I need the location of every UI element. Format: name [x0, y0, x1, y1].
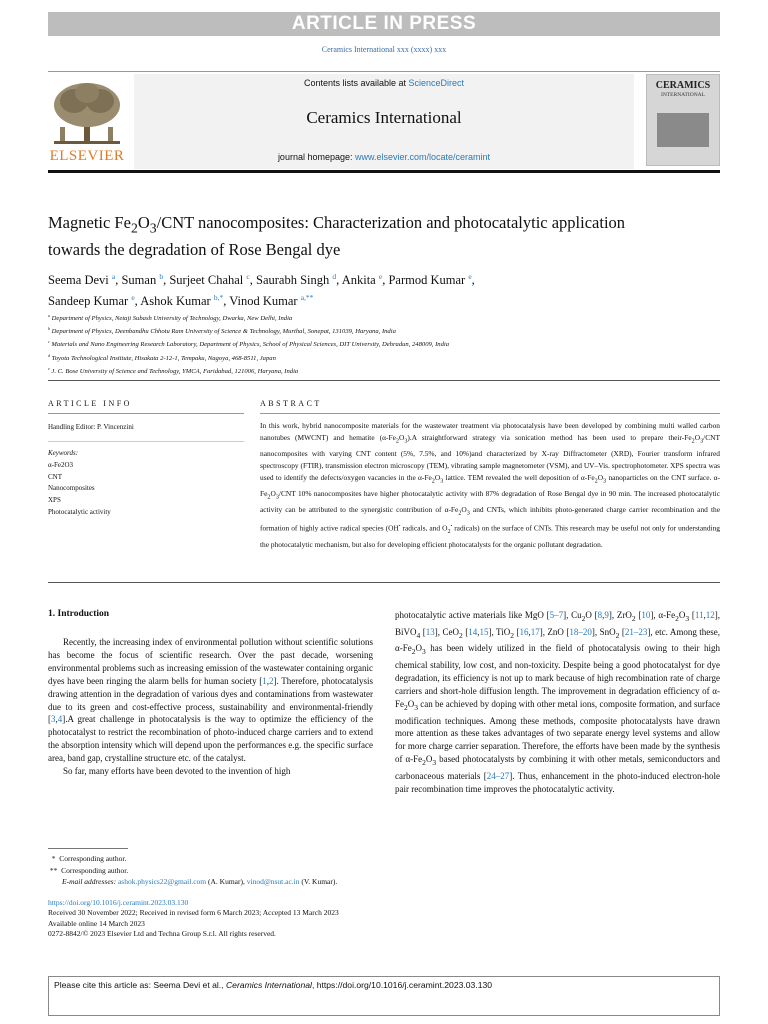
- affiliations: [48, 311, 668, 377]
- journal-cite-line[interactable]: Ceramics International xxx (xxxx) xxx: [321, 45, 447, 54]
- publisher-name: ELSEVIER: [49, 148, 125, 164]
- section-heading-introduction: 1. Introduction: [48, 609, 110, 619]
- email-owner: (A. Kumar),: [206, 877, 247, 887]
- cover-subtitle: INTERNATIONAL: [661, 92, 705, 98]
- affiliation-text: J. C. Bose University of Science and Technology, YMCA, Faridabad, 121006, Haryana, India: [49, 367, 299, 375]
- available-online: Available online 14 March 2023: [48, 918, 145, 928]
- email-label: E-mail addresses:: [62, 877, 118, 887]
- affiliation-item: [48, 311, 668, 324]
- affiliation-text: Department of Physics, Deenbandhu Chhotu Ram University of Science & Technology, Murthal, Sonepat, 131039, Haryana, India: [49, 328, 396, 336]
- affiliation-text: Department of Physics, Netaji Subash University of Technology, Dwarka, New Delhi, India: [49, 315, 293, 323]
- abstract-text: In this work, hybrid nanocomposite materials for the wastewater treatment via photocatalysis have been developed by combining multi walled carbon nanotubes (MWCNT) and hematite $(\alpha-Fe_2O_3).A$ straightforward strategy via sonication method has been used to prepare their-$Fe_2O_3$/CNT nanocomposites with varying CNT content (5%, 7.5%, and 10%)and characterized by X-ray Diffractometer (XRD), Fourier transform infrared spectroscopy (FTIR), transmission electron microscopy (TEM), vibrating sample magnetometer (VSM), and UV–Vis. spectrophotometer. XPS spectra was used to identify the defects/oxygen vacancies in the $\alpha-Fe_2O_3$ lattice. TEM revealed the well deposition of $\alpha-Fe_2O_3$ nanoparticles on the CNT surface. $\alpha-Fe_2O_3$/CNT 10% nanocomposites have higher photocatalytic activity with 87% degradation of Rose Bengal dye in 90 min. The increased photocatalytic activity can be attributed to the synergistic contribution of $\alpha-Fe_2O_3$ and CNTs, which inhibits photo-generated charge carrier recombination and the formation of highly active radical species (OH• radicals, and $O_2^•$ radicals) on the surface of CNTs. This research may be useful not only for understanding the photocatalytic mechanism, but also for developing efficient photocatalysts for the organic pollutant degradation.: [260, 421, 721, 550]
- keyword-item: Nanocomposites: [48, 484, 95, 493]
- affiliation-text: Toyota Technological Institute, Hisakata 2-12-1, Tempaku, Nagoya, 468-8511, Japan: [49, 354, 276, 362]
- affiliation-item: [48, 324, 668, 337]
- article-in-press-banner: ARTICLE IN PRESS: [48, 12, 720, 36]
- header-bottom-rule: [48, 170, 720, 173]
- citation-doi[interactable]: , https://doi.org/10.1016/j.ceramint.2023.03.130: [311, 980, 493, 990]
- affiliation-key: d: [48, 352, 50, 358]
- footnote-rule: [48, 848, 128, 849]
- affiliation-key: b: [48, 326, 50, 332]
- footnotes: [48, 853, 648, 888]
- email-link-kumar-a[interactable]: ashok.physics22@gmail.com: [117, 877, 207, 887]
- sciencedirect-link[interactable]: ScienceDirect: [408, 78, 465, 88]
- elsevier-logo[interactable]: [48, 79, 126, 165]
- cover-title: CERAMICS: [655, 80, 711, 91]
- abstract-heading: ABSTRACT: [260, 399, 322, 408]
- keyword-item: XPS: [48, 496, 61, 505]
- handling-editor: Handling Editor: P. Vincenzini: [48, 423, 134, 431]
- citation-text: [54, 980, 714, 990]
- cover-image: [657, 113, 709, 147]
- affiliation-item: [48, 364, 668, 377]
- homepage-prefix: journal homepage:: [277, 152, 355, 162]
- keyword-item: α-Fe2O3: [48, 460, 74, 469]
- divider: [48, 582, 720, 583]
- affiliation-text: Materials and Nano Engineering Research Laboratory, Department of Physics, School of Physical Sciences, DIT University, Dehradun, 248009, India: [49, 341, 450, 349]
- citation-journal: Ceramics International: [225, 980, 312, 990]
- contents-line: [134, 78, 634, 88]
- keyword-item: Photocatalytic activity: [48, 507, 111, 516]
- divider: [48, 413, 244, 414]
- contents-prefix: Contents lists available at: [303, 78, 409, 88]
- elsevier-tree-icon: [48, 79, 126, 147]
- homepage-link[interactable]: www.elsevier.com/locate/ceramint: [355, 152, 491, 162]
- affiliation-key: a: [48, 313, 50, 318]
- journal-title: Ceramics International: [306, 108, 462, 127]
- corresponding-author-note: * Corresponding author.: [48, 854, 127, 863]
- email-owner: (V. Kumar).: [299, 877, 338, 887]
- email-line: [48, 876, 648, 888]
- keywords-label: Keywords:: [48, 449, 79, 457]
- author-list: Seema Devi $^a$, Suman $^b$, Surjeet Chahal $^c$, Saurabh Singh $^d$, Ankita $^e$, Parmod Kumar $^e$, Sandeep Kumar $^e$, Ashok Kumar $^{b,*}$, Vinod Kumar $^{a,**}$: [48, 272, 475, 309]
- article-metadata: [48, 898, 648, 940]
- affiliation-item: [48, 351, 668, 364]
- received-dates: Received 30 November 2022; Received in revised form 6 March 2023; Accepted 13 March 2023: [48, 908, 339, 918]
- copyright: 0272-8842/© 2023 Elsevier Ltd and Techna Group S.r.l. All rights reserved.: [48, 929, 276, 939]
- affiliation-item: [48, 337, 668, 350]
- affiliation-key: c: [48, 339, 50, 345]
- doi-link[interactable]: https://doi.org/10.1016/j.ceramint.2023.03.130: [48, 898, 189, 907]
- body-column-left: Recently, the increasing index of environmental pollution without scientific solutions has become the focus of scientific research. Over the past decade, worsening environmental problems such as increasing emission of the wastewater containing organic dyes have been ringing the alarm bells for human society [1,2]. Therefore, photocatalysis drawing attention in the degradation of various dyes and contaminations from wastewater due to its green and cost-effective process, sustainability and environmental-friendly [3,4].A great challenge in photocatalysis is the way to optimize the efficiency of the photocatalyst to restrict the recombination of photo-induced charge carriers and to extend the absorption intensity which will depend upon the performances e.g. the specific surface area, band gap, crystalline structure etc. of the catalyst. So far, many efforts have been devoted to the invention of high: [48, 637, 373, 777]
- divider: [48, 380, 720, 381]
- header-top-rule: [48, 71, 720, 72]
- affiliation-key: e: [48, 365, 50, 371]
- email-link-kumar-v[interactable]: vinod@nsut.ac.in: [246, 877, 300, 887]
- divider: [48, 441, 244, 442]
- journal-homepage-line: [134, 152, 634, 162]
- body-column-right: photocatalytic active materials like MgO [5–7], $Cu_2O$ [8,9], ZrO$_2$ [10], $\alpha-Fe_2O_3$ [11,12], BiVO$_4$ [13], CeO$_2$ [14,15], TiO$_2$ [16,17], ZnO [18–20], SnO$_2$ [21–23], etc. Among these, $\alpha-Fe_2O_3$ has been widely utilized in the field of photocatalysis owing to their high chemical stability, low cost, and non-toxicity. Despite being a good photocatalyst for dye degradation, its efficiency is not up to mark because of high recombination rate of charge carriers and short-hole diffusion length. The improvement in degradation efficiency of $\alpha-Fe_2O_3$ can be achieved by doping with other metal ions, composite formation, and surface modification techniques. Among these methods, composite photocatalysts have drawn more attention as these takes advantages of two separate energy level systems and allow for more charge carrier separation. Therefore, the efforts have been made by the synthesis of $\alpha-Fe_2O_3$ based photocatalysts by combining it with other metals, semiconductors and carbonaceous materials [24–27]. Thus, enhancement in the photo-induced electron-hole pair recombination time improves the photocatalytic activity.: [395, 610, 721, 794]
- article-title: Magnetic $Fe_2O_3$/CNT nanocomposites: Characterization and photocatalytic application towards the degradation of Rose Bengal dye: [48, 213, 626, 260]
- keywords-block: [48, 448, 111, 519]
- divider: [260, 413, 720, 414]
- journal-cover-thumbnail[interactable]: [646, 74, 720, 166]
- citation-prefix: Please cite this article as: Seema Devi et al.,: [54, 980, 226, 990]
- keyword-item: CNT: [48, 472, 62, 481]
- article-info-heading: ARTICLE INFO: [48, 399, 132, 408]
- corresponding-author-note: ** Corresponding author.: [48, 865, 129, 875]
- keywords-list: [48, 460, 111, 519]
